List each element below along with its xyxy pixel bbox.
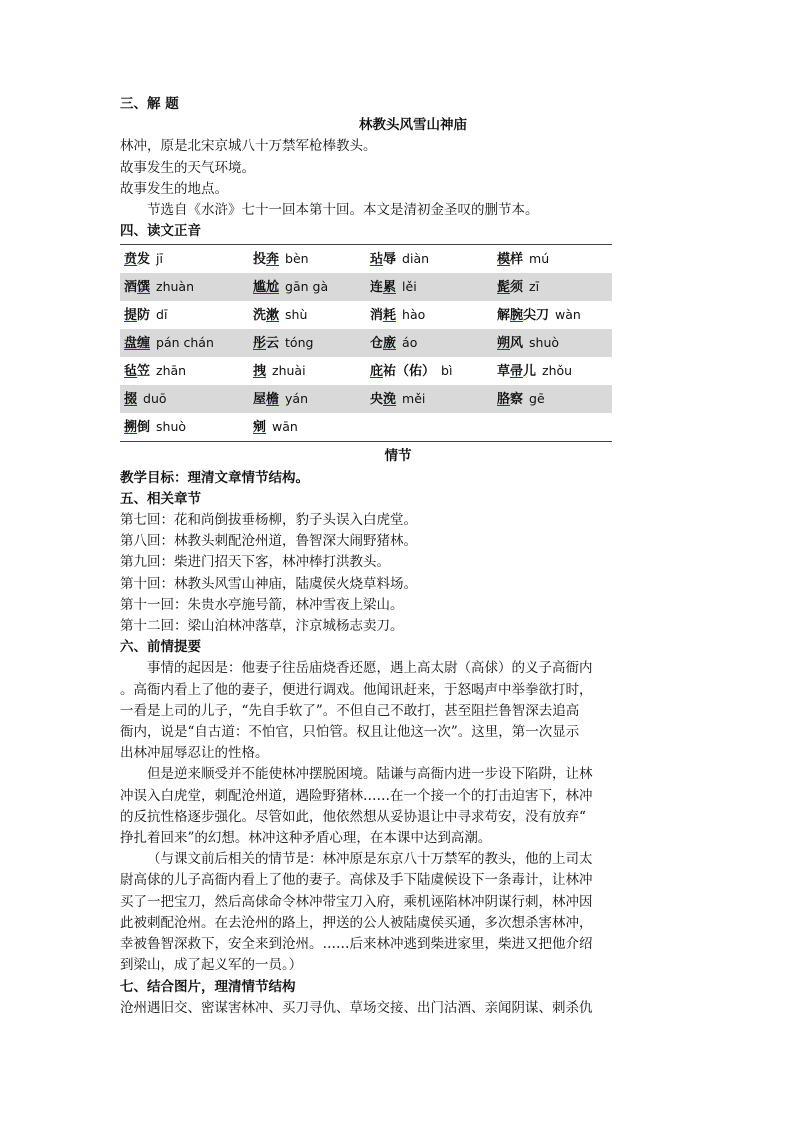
- pinyin-cell: [120, 385, 249, 413]
- pinyin-cell: [493, 301, 612, 329]
- word-suffix: 倒: [137, 420, 151, 436]
- pinyin-cell: [366, 329, 493, 357]
- pinyin-cell: [249, 301, 366, 329]
- section-6-heading: 六、前情提要: [120, 639, 201, 656]
- word-suffix: 云: [266, 336, 280, 352]
- pinyin-word: [497, 364, 536, 379]
- pinyin-word: [124, 420, 150, 435]
- target-character: 帚: [510, 364, 524, 380]
- pinyin-reading: tóng: [285, 335, 314, 351]
- pinyin-cell: [366, 245, 493, 274]
- word-suffix: 发: [137, 252, 151, 268]
- target-character: 提: [124, 308, 138, 324]
- document-page: [120, 94, 676, 1019]
- word-prefix: 草: [497, 364, 511, 380]
- target-character: 盘缠: [124, 336, 151, 352]
- pinyin-cell: [249, 357, 366, 385]
- pinyin-cell: [120, 273, 249, 301]
- target-character: 浼: [383, 392, 397, 408]
- pinyin-cell: [249, 329, 366, 357]
- pinyin-reading: dī: [156, 307, 168, 323]
- pinyin-reading: jī: [156, 251, 163, 267]
- pinyin-reading: zhǒu: [542, 363, 573, 379]
- pinyin-reading: mú: [529, 251, 550, 267]
- paragraph-line: 幸被鲁智深救下，安全来到沧州。……后来林冲逃到柴进家里，柴进又把他介绍: [120, 936, 593, 953]
- paragraph-line: 尉高俅的儿子高衙内看上了他的妻子。高俅及手下陆虞候设下一条毒计，让林冲: [120, 872, 593, 889]
- pinyin-cell: [366, 357, 493, 385]
- word-suffix: 风: [510, 336, 524, 352]
- pinyin-word: [370, 308, 396, 323]
- plot-structure-line: 沧州遇旧交、密谋害林冲、买刀寻仇、草场交接、出门沽酒、亲闻阴谋、刺杀仇: [120, 999, 593, 1016]
- pinyin-word: [253, 392, 279, 407]
- paragraph-line: 一看是上司的儿子，“先自手软了”。不但自己不敢打，甚至阻拦鲁智深去追高: [120, 702, 580, 719]
- pinyin-reading: wān: [272, 419, 298, 435]
- pinyin-word: [497, 392, 523, 407]
- chapter-item: 第十二回：梁山泊林冲落草，汴京城杨志卖刀。: [120, 618, 404, 635]
- pinyin-word: [370, 280, 396, 295]
- pinyin-reading: yán: [285, 391, 309, 407]
- pinyin-cell: [366, 273, 493, 301]
- chapter-item: 第十一回：朱贵水亭施号箭，林冲雪夜上梁山。: [120, 596, 404, 613]
- summary-paragraph-2: [120, 764, 676, 849]
- summary-paragraph-1: [120, 658, 676, 764]
- target-character: 朔: [497, 336, 511, 352]
- pinyin-row: [120, 245, 612, 274]
- paragraph-line: 出林冲屈辱忍让的性格。: [120, 745, 269, 762]
- word-prefix: 连: [370, 280, 384, 296]
- intro-line-1: 林冲，原是北宋京城八十万禁军枪棒教头。: [120, 138, 377, 155]
- word-suffix: 笠: [137, 364, 151, 380]
- pinyin-cell: [366, 301, 493, 329]
- pinyin-cell: [493, 329, 612, 357]
- pinyin-word: [253, 364, 266, 379]
- target-character: 拽: [253, 364, 267, 380]
- word-prefix: 投: [253, 252, 267, 268]
- target-character: 剜: [253, 420, 267, 436]
- pinyin-reading: zhuàn: [156, 279, 195, 295]
- pinyin-word: [124, 336, 150, 351]
- chapter-item: 第八回：林教头刺配沧州道，鲁智深大闹野猪林。: [120, 533, 417, 550]
- pinyin-reading: zhuài: [272, 363, 306, 379]
- pinyin-cell: [120, 357, 249, 385]
- chapter-item: 第十回：林教头风雪山神庙，陆虞侯火烧草料场。: [120, 575, 417, 592]
- word-suffix: 儿: [523, 364, 537, 380]
- word-prefix: 洗: [253, 308, 267, 324]
- pinyin-word: [497, 252, 523, 267]
- pinyin-reading: bèn: [285, 251, 309, 267]
- word-suffix: 祐（佑）: [383, 364, 436, 380]
- pinyin-word: [370, 392, 396, 407]
- pinyin-word: [370, 364, 435, 379]
- word-suffix: 防: [137, 308, 151, 324]
- pinyin-word: [370, 336, 396, 351]
- intro-line-2: 故事发生的天气环境。: [120, 159, 255, 176]
- paragraph-line: 事情的起因是：他妻子往岳庙烧香还愿，遇上高太尉（高俅）的义子高衙内: [147, 660, 593, 677]
- pinyin-reading: shù: [285, 307, 308, 323]
- pinyin-cell: [493, 357, 612, 385]
- word-suffix: 辱: [383, 252, 397, 268]
- pinyin-word: [497, 280, 523, 295]
- word-prefix: 屋: [253, 392, 267, 408]
- pinyin-row: [120, 385, 612, 413]
- source-note: 节选自《水浒》七十一回本第十回。本文是清初金圣叹的删节本。: [147, 202, 539, 219]
- pinyin-word: [124, 280, 150, 295]
- pinyin-reading: hào: [402, 307, 426, 323]
- paragraph-line: 冲误入白虎堂，刺配沧州道，遇险野猪林……在一个接一个的打击迫害下，林冲: [120, 787, 593, 804]
- pinyin-cell: [493, 245, 612, 274]
- pinyin-word: [124, 364, 150, 379]
- section-3-heading: 三、解 题: [120, 96, 179, 112]
- pinyin-cell: [249, 413, 366, 442]
- chapter-item: 第七回：花和尚倒拔垂杨柳，豹子头误入白虎堂。: [120, 512, 417, 529]
- pinyin-cell: [120, 329, 249, 357]
- pinyin-word: [124, 252, 150, 267]
- paragraph-line: （与课文前后相关的情节是：林冲原是东京八十万禁军的教头，他的上司太: [147, 851, 593, 868]
- pinyin-row: [120, 357, 612, 385]
- pinyin-table: [120, 244, 612, 442]
- paragraph-line: 衙内，说是“自古道：不怕官，只怕管。权且让他这一次”。这里，第一次显示: [120, 724, 580, 741]
- pinyin-reading: wàn: [555, 307, 581, 323]
- target-character: 模: [497, 252, 511, 268]
- pinyin-reading: lěi: [402, 279, 417, 295]
- target-character: 漱: [266, 308, 280, 324]
- target-character: 尴尬: [253, 280, 280, 296]
- word-suffix: 尖刀: [523, 308, 550, 324]
- pinyin-cell: [366, 385, 493, 413]
- pinyin-reading: shuò: [529, 335, 560, 351]
- plot-heading: 情节: [384, 448, 412, 465]
- target-character: 檐: [266, 392, 280, 408]
- pinyin-cell: [493, 385, 612, 413]
- pinyin-word: [253, 420, 266, 435]
- word-prefix: 仓: [370, 336, 384, 352]
- target-character: 彤: [253, 336, 267, 352]
- teaching-goal: 教学目标：理清文章情节结构。: [120, 469, 309, 486]
- target-character: 胳: [497, 392, 511, 408]
- target-character: 累: [383, 280, 397, 296]
- pinyin-word: [253, 308, 279, 323]
- word-suffix: 察: [510, 392, 524, 408]
- word-prefix: 央: [370, 392, 384, 408]
- pinyin-reading: shuò: [156, 419, 187, 435]
- pinyin-reading: gān gà: [285, 279, 329, 295]
- paragraph-line: 的反抗性格逐步强化。尽管如此，他依然想从妥协退让中寻求苟安，没有放弃“: [120, 808, 586, 825]
- target-character: 玷: [370, 252, 384, 268]
- section-5-heading: 五、相关章节: [120, 490, 201, 507]
- pinyin-reading: diàn: [402, 251, 430, 267]
- word-suffix: 样: [510, 252, 524, 268]
- paragraph-line: 买了一把宝刀，然后高俅命令林冲带宝刀入府，乘机诬陷林冲阴谋行刺，林冲因: [120, 893, 593, 910]
- pinyin-cell: [366, 413, 493, 442]
- pinyin-row: [120, 329, 612, 357]
- target-character: 耗: [383, 308, 397, 324]
- pinyin-cell: [249, 245, 366, 274]
- word-prefix: 酒: [124, 280, 138, 296]
- pinyin-reading: bì: [441, 363, 453, 379]
- pinyin-word: [497, 308, 549, 323]
- pinyin-reading: měi: [402, 391, 426, 407]
- chapter-item: 第九回：柴进门招天下客，林冲棒打洪教头。: [120, 554, 390, 571]
- pinyin-reading: pán chán: [156, 335, 214, 351]
- paragraph-line: 此被刺配沧州。在去沧州的路上，押送的公人被陆虞侯买通，多次想杀害林冲，: [120, 914, 593, 931]
- target-character: 腕: [510, 308, 524, 324]
- pinyin-cell: [120, 301, 249, 329]
- word-suffix: 须: [510, 280, 524, 296]
- pinyin-word: [124, 308, 150, 323]
- pinyin-word: [253, 280, 279, 295]
- pinyin-reading: gē: [529, 391, 545, 407]
- pinyin-reading: duō: [143, 391, 167, 407]
- paragraph-line: 挣扎着回来”的幻想。林冲这种矛盾心理，在本课中达到高潮。: [120, 830, 492, 847]
- paragraph-line: 。高衙内看上了他的妻子，便进行调戏。他闻讯赶来，于怒喝声中举拳欲打时，: [120, 681, 593, 698]
- story-title: 林教头风雪山神庙: [359, 117, 467, 134]
- word-prefix: 解: [497, 308, 511, 324]
- target-character: 掇: [124, 392, 138, 408]
- pinyin-row: [120, 301, 612, 329]
- pinyin-reading: zhān: [156, 363, 187, 379]
- pinyin-row: [120, 273, 612, 301]
- pinyin-cell: [249, 385, 366, 413]
- pinyin-cell: [249, 273, 366, 301]
- target-character: 奔: [266, 252, 280, 268]
- pinyin-cell: [493, 273, 612, 301]
- pinyin-word: [253, 252, 279, 267]
- pinyin-reading: zī: [529, 279, 540, 295]
- pinyin-word: [253, 336, 279, 351]
- pinyin-cell: [120, 413, 249, 442]
- section-4-heading: 四、读文正音: [120, 223, 201, 240]
- target-character: 馔: [137, 280, 151, 296]
- word-prefix: 消: [370, 308, 384, 324]
- paragraph-line: 但是逆来顺受并不能使林冲摆脱困境。陆谦与高衙内进一步设下陷阱，让林: [147, 766, 593, 783]
- paragraph-line: 到梁山，成了起义军的一员。）: [120, 957, 303, 974]
- section-7-heading: 七、结合图片，理清情节结构: [120, 978, 296, 995]
- pinyin-word: [497, 336, 523, 351]
- pinyin-cell: [120, 245, 249, 274]
- target-character: 廒: [383, 336, 397, 352]
- target-character: 搠: [124, 420, 138, 436]
- pinyin-word: [124, 392, 137, 407]
- target-character: 庇: [370, 364, 384, 380]
- pinyin-row: [120, 413, 612, 442]
- pinyin-word: [370, 252, 396, 267]
- summary-paragraph-3: [120, 849, 676, 976]
- intro-line-3: 故事发生的地点。: [120, 180, 228, 197]
- target-character: 毡: [124, 364, 138, 380]
- target-character: 贲: [124, 252, 138, 268]
- target-character: 髭: [497, 280, 511, 296]
- pinyin-cell: [493, 413, 612, 442]
- pinyin-reading: áo: [402, 335, 418, 351]
